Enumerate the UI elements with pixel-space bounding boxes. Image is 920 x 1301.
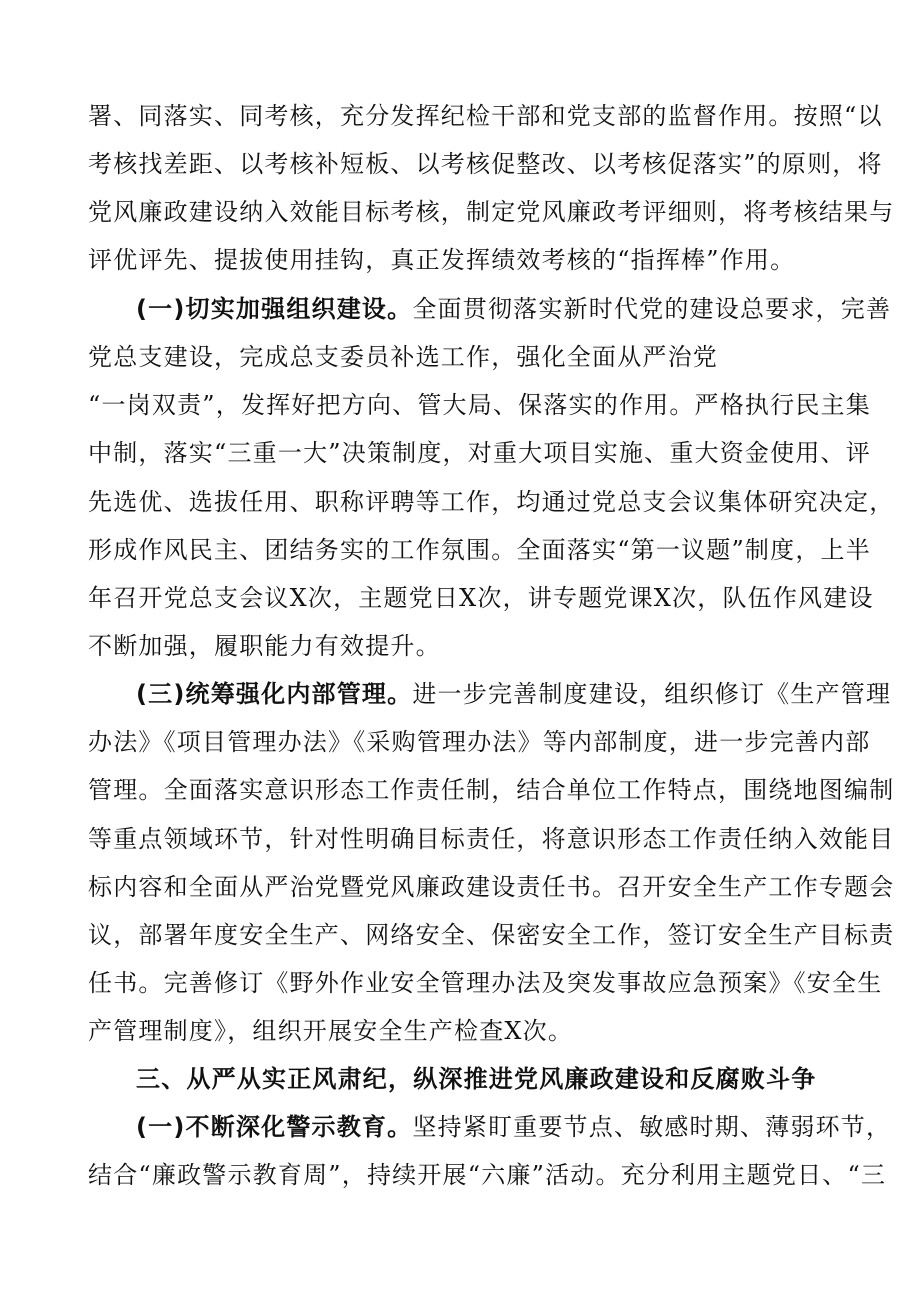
text-line: 形成作风民主、团结务实的工作氛围。全面落实“第一议题”制度，上半	[88, 536, 871, 564]
paragraph-first-line	[136, 679, 891, 709]
paragraph-heading: (一)切实加强组织建设。	[136, 295, 413, 323]
text-line: 署、同落实、同考核，充分发挥纪检干部和党支部的监督作用。按照“以	[88, 102, 883, 130]
paragraph-text: 坚持紧盯重要节点、敏感时期、薄弱环节，	[412, 1113, 892, 1141]
text-line: 办法》《项目管理办法》《采购管理办法》等内部制度，进一步完善内部	[88, 728, 871, 756]
paragraph-first-line	[136, 1112, 891, 1142]
paragraph-first-line	[136, 294, 891, 324]
text-line: 结合“廉政警示教育周”，持续开展“六廉”活动。充分利用主题党日、“三	[88, 1161, 887, 1189]
text-line: “一岗双责”，发挥好把方向、管大局、保落实的作用。严格执行民主集	[88, 391, 871, 419]
section-title: 三、从严从实正风肃纪，纵深推进党风廉政建设和反腐败斗争	[136, 1065, 817, 1093]
text-line: 任书。完善修订《野外作业安全管理办法及突发事故应急预案》《安全生	[88, 969, 883, 997]
text-line: 管理。全面落实意识形态工作责任制，结合单位工作特点，围绕地图编制	[88, 776, 895, 804]
text-line: 考核找差距、以考核补短板、以考核促整改、以考核促落实”的原则，将	[88, 150, 883, 178]
paragraph-text: 进一步完善制度建设，组织修订《生产管理	[412, 680, 892, 708]
text-line: 产管理制度》，组织开展安全生产检查X次。	[88, 1017, 574, 1045]
text-line: 评优评先、提拔使用挂钩，真正发挥绩效考核的“指挥棒”作用。	[88, 246, 796, 274]
text-line: 先选优、选拔任用、职称评聘等工作，均通过党总支会议集体研究决定，	[88, 488, 895, 516]
paragraph-heading: (一)不断深化警示教育。	[136, 1113, 413, 1141]
text-line: 不断加强，履职能力有效提升。	[88, 632, 441, 660]
text-line: 中制，落实“三重一大”决策制度，对重大项目实施、重大资金使用、评	[88, 439, 871, 467]
text-line: 党总支建设，完成总支委员补选工作，强化全面从严治党	[88, 343, 718, 371]
text-line: 年召开党总支会议X次，主题党日X次，讲专题党课X次，队伍作风建设	[88, 584, 874, 612]
paragraph-text: 全面贯彻落实新时代党的建设总要求，完善	[412, 295, 892, 323]
text-line: 标内容和全面从严治党暨党风廉政建设责任书。召开安全生产工作专题会	[88, 873, 895, 901]
text-line: 等重点领域环节，针对性明确目标责任，将意识形态工作责任纳入效能目	[88, 825, 895, 853]
text-line: 议，部署年度安全生产、网络安全、保密安全工作，签订安全生产目标责	[88, 921, 895, 949]
text-line: 党风廉政建设纳入效能目标考核，制定党风廉政考评细则，将考核结果与	[88, 198, 895, 226]
paragraph-heading: (三)统筹强化内部管理。	[136, 680, 413, 708]
